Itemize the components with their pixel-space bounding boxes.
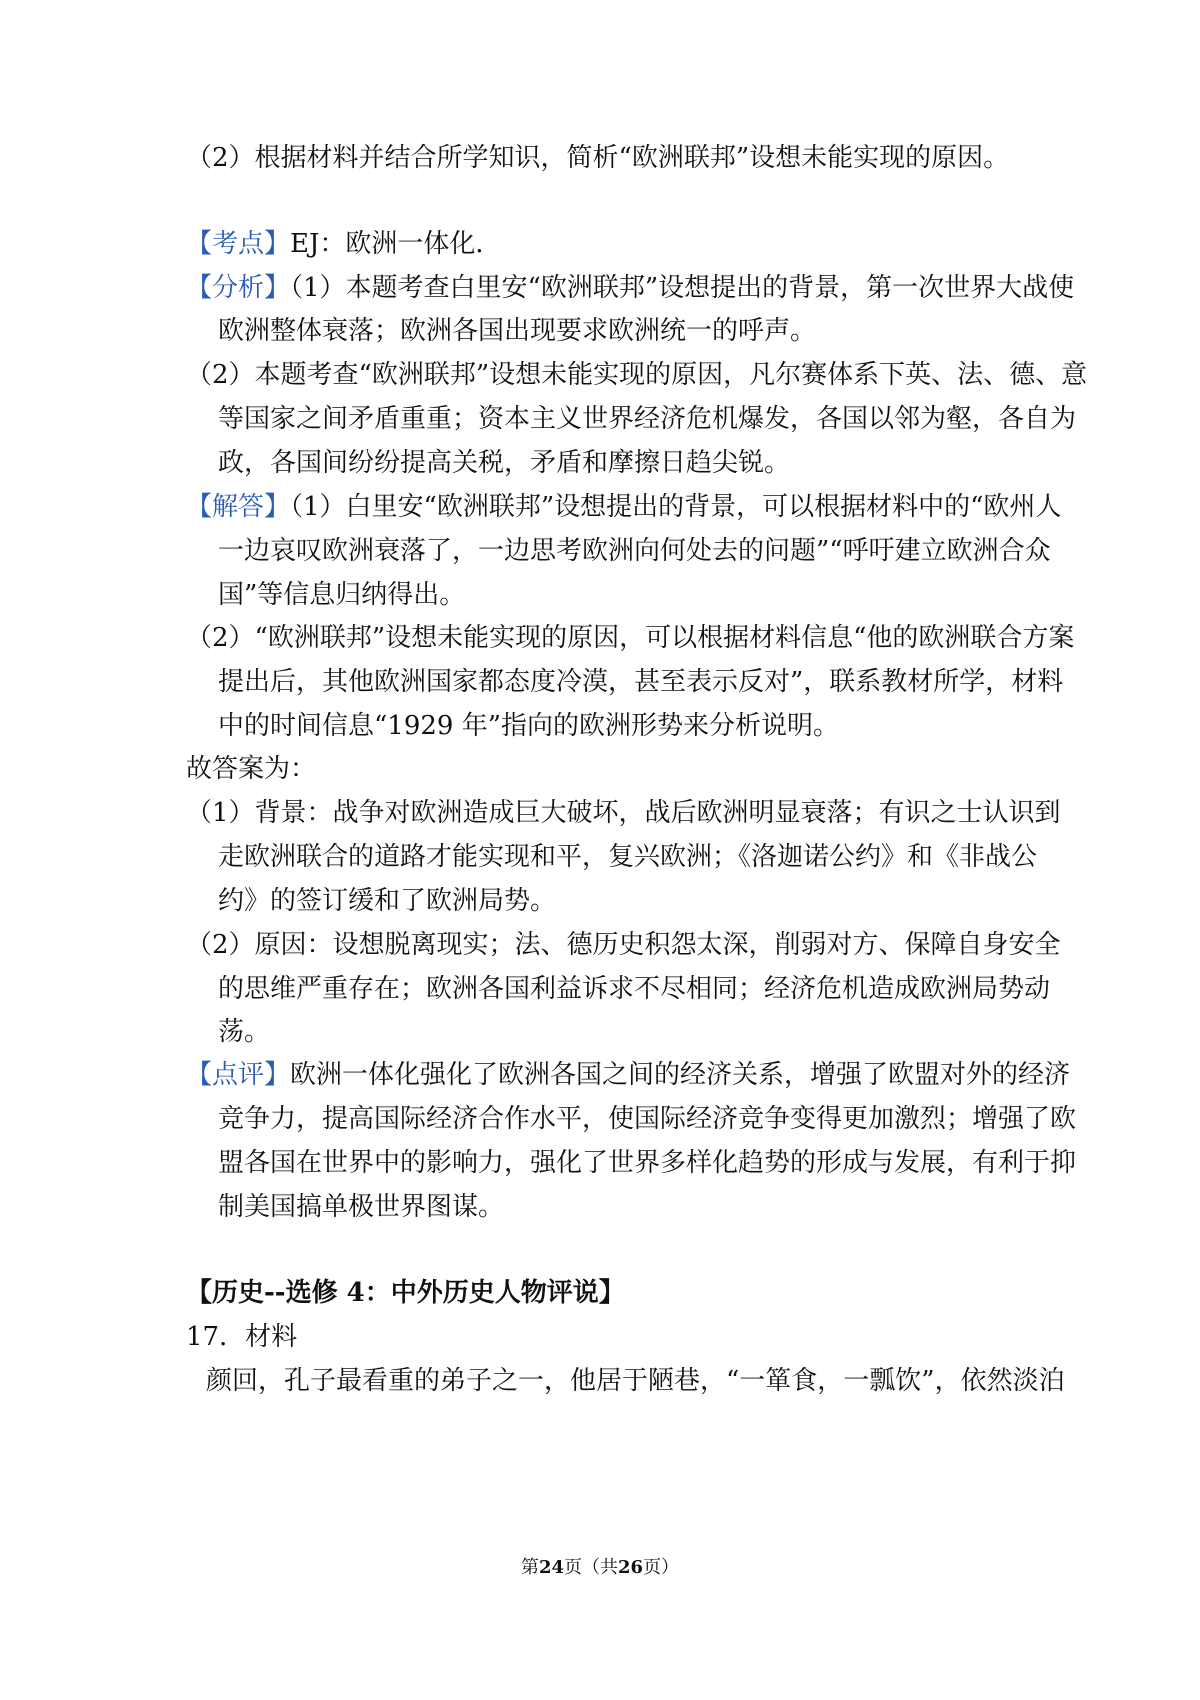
dianping-line-4: [218, 1190, 504, 1224]
dianping-text-2: 竞争力，提高国际经济合作水平，使国际经济竞争变得更加激烈；增强了欧: [218, 1104, 1077, 1134]
dianping-line-2: [218, 1102, 1076, 1136]
answer-intro-line: [186, 752, 316, 786]
jieda-line-2: [218, 534, 1051, 568]
page-footer: [0, 1556, 1200, 1580]
answer-2-text-3: 荡。: [218, 1017, 271, 1047]
kaodian-tag: 【考点】: [186, 229, 291, 259]
dianping-text-3: 盟各国在世界中的影响力，强化了世界多样化趋势的形成与发展，有利于抑: [218, 1148, 1077, 1178]
kaodian-text: EJ：欧洲一体化．: [290, 229, 502, 259]
dianping-line-3: [218, 1146, 1076, 1180]
section-heading-text: 【历史--选修 4：中外历史人物评说】: [186, 1278, 625, 1308]
dianping-line-1: [186, 1058, 1070, 1092]
answer-2-line-2: [218, 972, 1050, 1006]
answer-1-text-3: 约》的签订缓和了欧洲局势。: [218, 886, 557, 916]
answer-1-line-3: [218, 884, 556, 918]
kaodian-line: [186, 227, 501, 261]
jieda-text-4: （2）“欧洲联邦”设想未能实现的原因，可以根据材料信息“他的欧洲联合方案: [186, 623, 1075, 653]
dianping-tag: 【点评】: [186, 1060, 291, 1090]
material-text-1: 颜回，孔子最看重的弟子之一，他居于陋巷，“一箪食，一瓢饮”，依然淡泊: [206, 1366, 1065, 1396]
answer-1-line-2: [218, 840, 1037, 874]
jieda-tag: 【解答】: [186, 492, 291, 522]
fenxi-line-4: [218, 402, 1076, 436]
answer-2-line-1: [186, 928, 1061, 962]
jieda-text-2: 一边哀叹欧洲衰落了，一边思考欧洲向何处去的问题”“呼吁建立欧洲合众: [218, 536, 1051, 566]
footer-mid: 页（共: [564, 1557, 618, 1578]
answer-1-line-1: [186, 796, 1061, 830]
dianping-text-1: 欧洲一体化强化了欧洲各国之间的经济关系，增强了欧盟对外的经济: [290, 1060, 1071, 1090]
answer-2-line-3: [218, 1015, 270, 1049]
fenxi-text-1: （1）本题考查白里安“欧洲联邦”设想提出的背景，第一次世界大战使: [290, 273, 1075, 303]
jieda-line-4: [186, 621, 1074, 655]
fenxi-text-3: （2）本题考查“欧洲联邦”设想未能实现的原因，凡尔赛体系下英、法、德、意: [186, 360, 1088, 390]
fenxi-line-5: [218, 446, 790, 480]
fenxi-text-4: 等国家之间矛盾重重；资本主义世界经济危机爆发，各国以邻为壑，各自为: [218, 404, 1077, 434]
jieda-line-3: [218, 578, 465, 612]
question-17-line: [186, 1320, 297, 1354]
question-2-line: [186, 141, 1009, 175]
jieda-text-3: 国”等信息归纳得出。: [218, 580, 466, 610]
answer-1-text-2: 走欧洲联合的道路才能实现和平，复兴欧洲；《洛迦诺公约》和《非战公: [218, 842, 1038, 872]
jieda-text-6: 中的时间信息“1929 年”指向的欧洲形势来分析说明。: [218, 711, 840, 741]
fenxi-line-1: [186, 271, 1074, 305]
jieda-text-1: （1）白里安“欧洲联邦”设想提出的背景，可以根据材料中的“欧州人: [290, 492, 1062, 522]
answer-2-text-2: 的思维严重存在；欧洲各国利益诉求不尽相同；经济危机造成欧洲局势动: [218, 974, 1051, 1004]
fenxi-line-3: [186, 358, 1087, 392]
answer-2-text-1: （2）原因：设想脱离现实；法、德历史积怨太深，削弱对方、保障自身安全: [186, 930, 1061, 960]
jieda-line-6: [218, 709, 839, 743]
jieda-line-1: [186, 490, 1061, 524]
jieda-text-5: 提出后，其他欧洲国家都态度冷漠，甚至表示反对”，联系教材所学，材料: [218, 667, 1064, 697]
fenxi-text-2: 欧洲整体衰落；欧洲各国出现要求欧洲统一的呼声。: [218, 316, 817, 346]
dianping-text-4: 制美国搞单极世界图谋。: [218, 1192, 505, 1222]
question-17-text: 17．材料: [186, 1322, 298, 1352]
fenxi-line-2: [218, 314, 816, 348]
question-text: （2）根据材料并结合所学知识，简析“欧洲联邦”设想未能实现的原因。: [186, 143, 1010, 173]
fenxi-tag: 【分析】: [186, 273, 291, 303]
answer-1-text-1: （1）背景：战争对欧洲造成巨大破坏，战后欧洲明显衰落；有识之士认识到: [186, 798, 1061, 828]
footer-suffix: 页）: [643, 1557, 680, 1578]
jieda-line-5: [218, 665, 1063, 699]
footer-page-number: 24: [538, 1557, 564, 1578]
footer-prefix: 第: [520, 1557, 539, 1578]
section-heading: [186, 1276, 625, 1310]
material-line-1: [206, 1364, 1065, 1398]
footer-total-pages: 26: [618, 1557, 644, 1578]
answer-intro: 故答案为：: [186, 754, 317, 784]
fenxi-text-5: 政，各国间纷纷提高关税，矛盾和摩擦日趋尖锐。: [218, 448, 791, 478]
